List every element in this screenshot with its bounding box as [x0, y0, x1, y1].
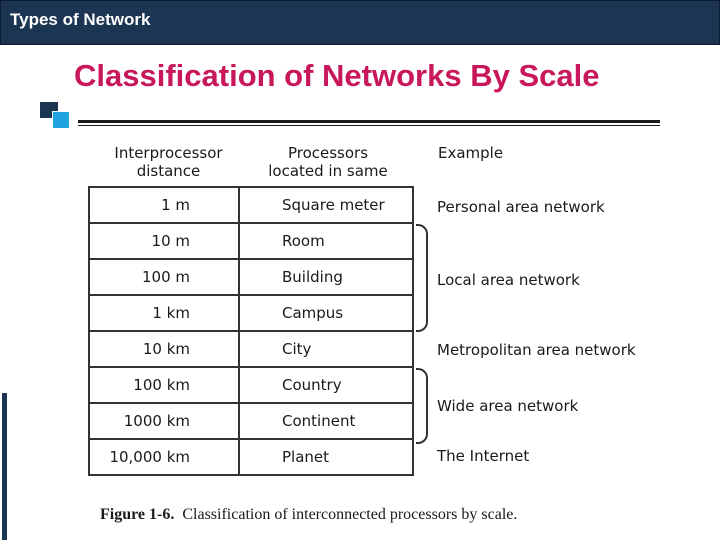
distance-cell: 100 m — [90, 260, 240, 294]
table-row — [90, 260, 412, 296]
slide-title: Classification of Networks By Scale — [74, 58, 600, 93]
example-man: Metropolitan area network — [437, 341, 636, 359]
header-location: Processors located in same — [268, 144, 388, 180]
distance-cell: 10,000 km — [90, 440, 240, 474]
brace-wan — [416, 368, 428, 444]
location-cell: Campus — [282, 304, 344, 322]
left-accent-bar — [2, 393, 7, 540]
location-cell: Square meter — [282, 196, 385, 214]
header-bar — [0, 0, 720, 45]
location-cell: Country — [282, 376, 342, 394]
table-row — [90, 404, 412, 440]
distance-cell: 1 km — [90, 296, 240, 330]
scale-table — [88, 186, 414, 476]
distance-cell: 10 m — [90, 224, 240, 258]
distance-cell: 100 km — [90, 368, 240, 402]
caption-label: Figure 1-6. — [100, 506, 175, 523]
example-internet: The Internet — [437, 447, 530, 465]
figure-caption — [100, 506, 517, 524]
table-row — [90, 368, 412, 404]
distance-cell: 1000 km — [90, 404, 240, 438]
header-example: Example — [438, 144, 504, 162]
location-cell: Building — [282, 268, 343, 286]
location-cell: City — [282, 340, 312, 358]
example-wan: Wide area network — [437, 397, 579, 415]
location-cell: Continent — [282, 412, 356, 430]
location-cell: Planet — [282, 448, 330, 466]
example-pan: Personal area network — [437, 198, 605, 216]
header-distance: Interprocessor distance — [114, 144, 223, 180]
brace-lan — [416, 224, 428, 332]
example-lan: Local area network — [437, 271, 580, 289]
distance-cell: 10 km — [90, 332, 240, 366]
table-row — [90, 296, 412, 332]
table-row — [90, 224, 412, 260]
table-row — [90, 332, 412, 368]
location-cell: Room — [282, 232, 325, 250]
decorative-square-blue — [52, 111, 70, 129]
title-rule-thin — [78, 125, 660, 126]
table-row — [90, 188, 412, 224]
classification-figure — [88, 140, 688, 540]
distance-cell: 1 m — [90, 188, 240, 222]
header-title: Types of Network — [10, 10, 151, 29]
title-rule — [78, 120, 660, 123]
caption-text: Classification of interconnected processors by scale. — [182, 506, 518, 523]
table-row — [90, 440, 412, 476]
